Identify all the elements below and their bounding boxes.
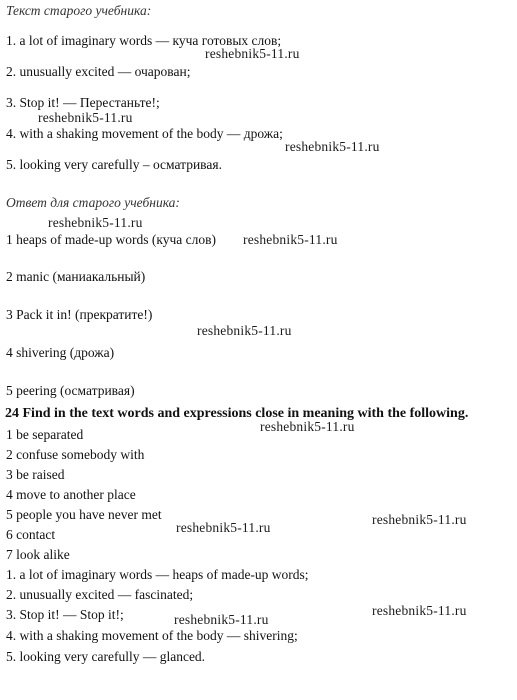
task-item-5: 5 people you have never met [6, 507, 162, 522]
task-item-1: 1 be separated [6, 427, 84, 442]
old-answer-item-4: 4 shivering (дрожа) [6, 345, 115, 360]
answer-item-3: 3. Stop it! — Stop it!; [6, 607, 124, 622]
answer-item-2: 2. unusually excited — fascinated; [6, 587, 194, 602]
answer-item-1: 1. a lot of imaginary words — heaps of made-up words; [6, 567, 309, 582]
old-text-item-5: 5. looking very carefully – осматривая. [6, 157, 222, 172]
old-text-item-4: 4. with a shaking movement of the body — дрожа; [6, 126, 283, 141]
watermark-6: reshebnik5-11.ru [197, 323, 292, 338]
watermark-11: reshebnik5-11.ru [372, 603, 467, 618]
task-item-4: 4 move to another place [6, 487, 136, 502]
watermark-7: reshebnik5-11.ru [260, 419, 355, 434]
task-item-6: 6 contact [6, 527, 56, 542]
watermark-10: reshebnik5-11.ru [174, 612, 269, 627]
old-text-item-1: 1. a lot of imaginary words — куча готовых слов; [6, 33, 282, 48]
watermark-3: reshebnik5-11.ru [285, 139, 380, 154]
watermark-4: reshebnik5-11.ru [48, 215, 143, 230]
old-answer-item-5: 5 peering (осматривая) [6, 383, 135, 398]
old-answer-title: Ответ для старого учебника: [6, 195, 180, 210]
answer-item-4: 4. with a shaking movement of the body — shivering; [6, 628, 298, 643]
watermark-8: reshebnik5-11.ru [176, 520, 271, 535]
old-answer-item-1: 1 heaps of made-up words (куча слов) [6, 232, 216, 247]
task-item-3: 3 be raised [6, 467, 65, 482]
old-text-item-3: 3. Stop it! — Перестаньте!; [6, 95, 160, 110]
task-item-7: 7 look alike [6, 547, 70, 562]
old-text-item-2: 2. unusually excited — очарован; [6, 64, 191, 79]
watermark-1: reshebnik5-11.ru [205, 46, 300, 61]
old-answer-item-3: 3 Pack it in! (прекратите!) [6, 307, 153, 322]
task-item-2: 2 confuse somebody with [6, 447, 145, 462]
answer-item-5: 5. looking very carefully — glanced. [6, 649, 206, 664]
task-heading: 24 Find in the text words and expressions close in meaning with the following. [5, 406, 469, 421]
old-text-title: Текст старого учебника: [6, 3, 152, 18]
watermark-5: reshebnik5-11.ru [243, 232, 338, 247]
watermark-9: reshebnik5-11.ru [372, 512, 467, 527]
old-answer-item-2: 2 manic (маниакальный) [6, 269, 146, 284]
watermark-2: reshebnik5-11.ru [38, 110, 133, 125]
